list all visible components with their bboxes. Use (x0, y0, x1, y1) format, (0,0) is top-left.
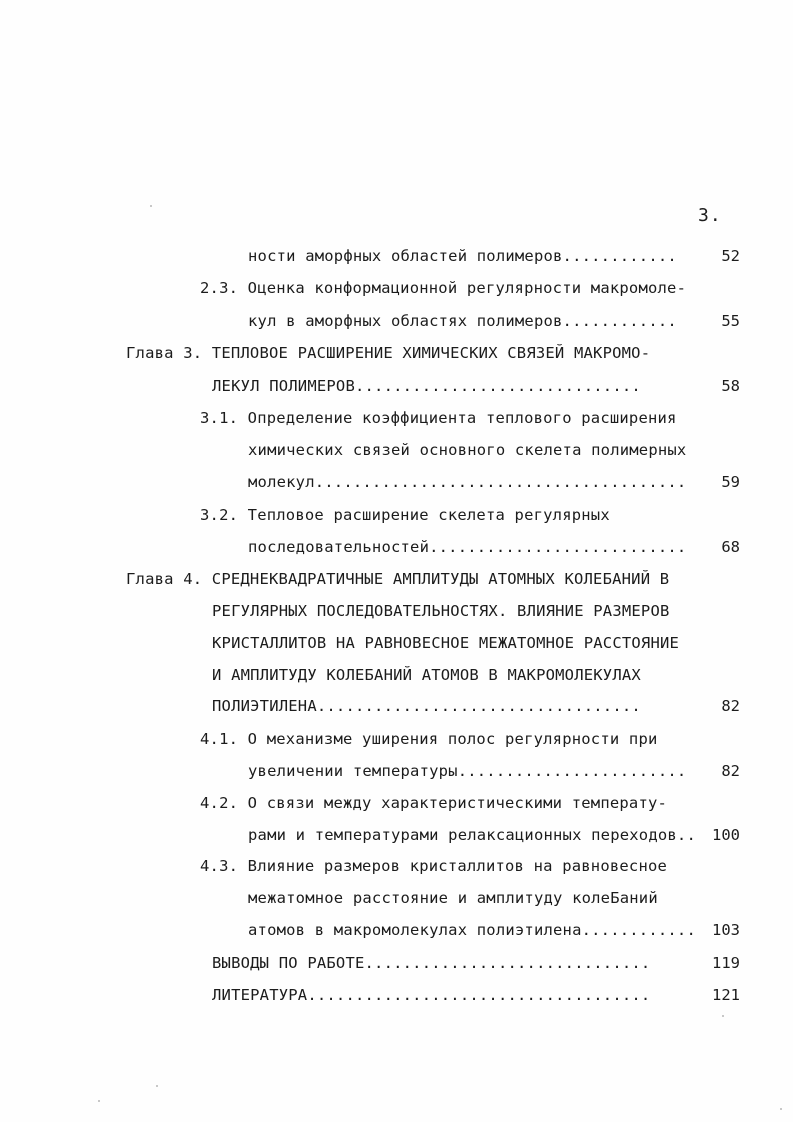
toc-line: ЛИТЕРАТУРА.................................... (212, 986, 651, 1004)
toc-line: ВЫВОДЫ ПО РАБОТЕ.............................. (212, 954, 651, 972)
toc-chapter-line: Глава 4. СРЕДНЕКВАДРАТИЧНЫЕ АМПЛИТУДЫ АТОМНЫХ КОЛЕБАНИЙ В (126, 570, 670, 588)
toc-line: 4.3. Влияние размеров кристаллитов на равновесное (200, 857, 668, 875)
toc-page-number: 82 (721, 697, 740, 715)
toc-page-number: 52 (721, 247, 740, 265)
toc-page-number: 103 (712, 921, 740, 939)
scan-speck (722, 1015, 724, 1017)
scan-speck (150, 205, 152, 207)
toc-line: 2.3. Оценка конформационной регулярности макромоле- (200, 279, 687, 297)
toc-page-number: 68 (721, 538, 740, 556)
toc-page-number: 59 (721, 473, 740, 491)
toc-page-number: 55 (721, 312, 740, 330)
toc-line: 3.1. Определение коэффициента теплового расширения (200, 409, 677, 427)
scan-speck (156, 1085, 158, 1087)
toc-line: 4.1. О механизме уширения полос регулярности при (200, 730, 658, 748)
scan-speck (780, 1108, 782, 1110)
toc-page-number: 100 (712, 826, 740, 844)
toc-line: последовательностей........................... (248, 538, 687, 556)
toc-line: 3.2. Тепловое расширение скелета регулярных (200, 506, 610, 524)
toc-line: атомов в макромолекулах полиэтилена............ (248, 921, 696, 939)
toc-line: молекул....................................... (248, 473, 687, 491)
toc-line: кул в аморфных областях полимеров............ (248, 312, 677, 330)
toc-line: РЕГУЛЯРНЫХ ПОСЛЕДОВАТЕЛЬНОСТЯХ. ВЛИЯНИЕ РАЗМЕРОВ (212, 602, 670, 620)
toc-chapter-line: Глава 3. ТЕПЛОВОЕ РАСШИРЕНИЕ ХИМИЧЕСКИХ СВЯЗЕЙ МАКРОМО- (126, 344, 651, 362)
toc-line: рами и температурами релаксационных переходов.. (248, 826, 696, 844)
toc-line: межатомное расстояние и амплитуду колеБаний (248, 889, 658, 907)
toc-page-number: 121 (712, 986, 740, 1004)
toc-line: химических связей основного скелета полимерных (248, 441, 687, 459)
toc-line: ности аморфных областей полимеров............ (248, 247, 677, 265)
toc-line: КРИСТАЛЛИТОВ НА РАВНОВЕСНОЕ МЕЖАТОМНОЕ РАССТОЯНИЕ (212, 634, 680, 652)
scan-speck (98, 1100, 100, 1102)
toc-line: ПОЛИЭТИЛЕНА.................................. (212, 697, 641, 715)
toc-page-number: 119 (712, 954, 740, 972)
toc-page-number: 82 (721, 762, 740, 780)
toc-line: ЛЕКУЛ ПОЛИМЕРОВ.............................. (212, 377, 641, 395)
toc-page-number: 58 (721, 377, 740, 395)
toc-line: 4.2. О связи между характеристическими температу- (200, 794, 668, 812)
page-number: 3. (698, 205, 722, 226)
toc-line: И АМПЛИТУДУ КОЛЕБАНИЙ АТОМОВ В МАКРОМОЛЕКУЛАХ (212, 666, 641, 684)
toc-line: увеличении температуры........................ (248, 762, 687, 780)
